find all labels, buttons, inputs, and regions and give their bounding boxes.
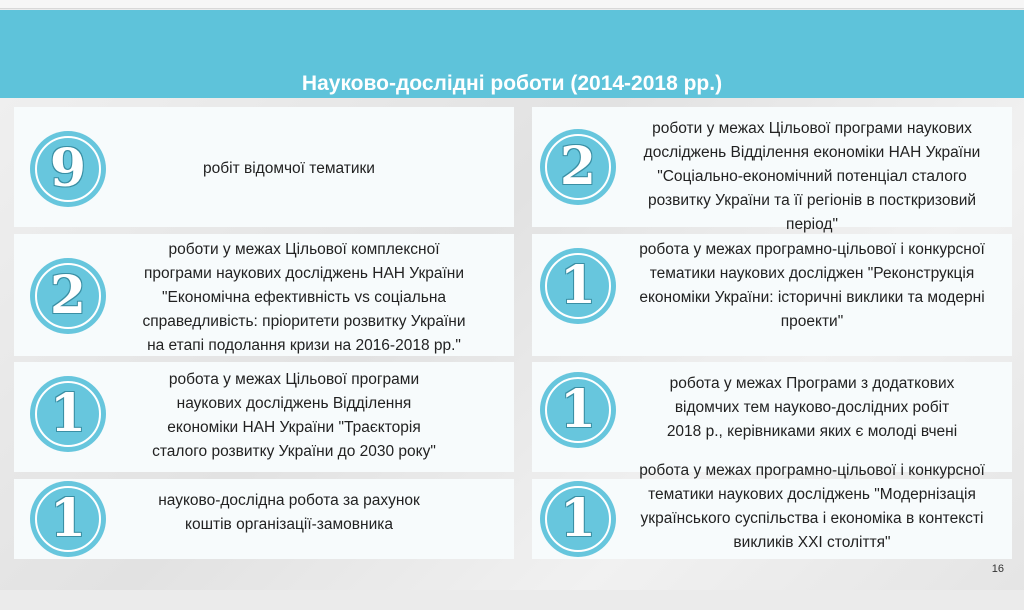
card-text [114, 238, 494, 358]
card-line: відомчих тем науково-дослідних робіт [674, 399, 950, 416]
card-line: період" [786, 216, 838, 233]
number-badge [540, 248, 616, 324]
card-text [622, 117, 1002, 237]
card-line: досліджень Відділення економіки НАН України [643, 144, 981, 161]
right-card-2 [532, 234, 1012, 356]
left-card-3 [14, 362, 514, 472]
card-line: роботи у межах Цільової комплексної [168, 241, 440, 258]
card-line: програми наукових досліджень НАН України [143, 265, 465, 282]
number-badge [30, 258, 106, 334]
card-text [124, 489, 454, 537]
title-banner [0, 10, 1024, 98]
right-card-3 [532, 362, 1012, 472]
right-card-4 [532, 462, 1012, 559]
card-line: економіки України: історичні виклики та модерні [639, 289, 985, 306]
badge-number: 2 [49, 265, 87, 326]
card-text [124, 368, 464, 464]
badge-number: 1 [559, 488, 597, 549]
left-card-1 [14, 107, 514, 227]
card-text [632, 372, 992, 444]
card-line: робота у межах програмно-цільової і конкурсної [639, 462, 985, 479]
card-line: коштів організації-замовника [185, 516, 393, 533]
page-number: 16 [991, 563, 1004, 575]
card-line: справедливість: пріоритети розвитку України [142, 313, 466, 330]
badge-number: 1 [49, 383, 87, 444]
card-line: робота у межах програмно-цільової і конкурсної [639, 241, 985, 258]
card-text [622, 459, 1002, 555]
right-card-1 [532, 107, 1012, 233]
card-line: робіт відомчої тематики [203, 160, 375, 177]
card-line: українського суспільства і економіка в контексті [640, 510, 984, 527]
badge-number: 1 [559, 255, 597, 316]
badge-number: 1 [49, 488, 87, 549]
card-line: проекти" [780, 313, 844, 330]
card-line: економіки НАН України "Траєкторія [167, 419, 421, 436]
card-line: розвитку України та її регіонів в посткризовий [647, 192, 977, 209]
number-badge [540, 129, 616, 205]
card-line: наукових досліджень Відділення [176, 395, 412, 412]
number-badge [30, 131, 106, 207]
card-line: робота у межах Програми з додаткових [669, 375, 955, 392]
number-badge [540, 372, 616, 448]
card-line: роботи у межах Цільової програми наукових [652, 120, 972, 137]
window-top-strip [0, 0, 1024, 9]
bottom-strip [0, 590, 1024, 610]
card-line: тематики наукових досліджен "Реконструкція [649, 265, 975, 282]
badge-number: 9 [49, 138, 87, 199]
left-card-4 [14, 479, 514, 559]
card-line: тематики наукових досліджень "Модернізація [648, 486, 976, 503]
card-line: робота у межах Цільової програми [168, 371, 420, 388]
card-line: на етапі подолання кризи на 2016-2018 рр." [147, 337, 461, 354]
number-badge [30, 481, 106, 557]
card-line: викликів ХХІ століття" [733, 534, 891, 551]
number-badge [30, 376, 106, 452]
card-line: сталого розвитку України до 2030 року" [152, 443, 436, 460]
slide-title: Науково-дослідні роботи (2014-2018 рр.) [301, 72, 723, 95]
number-badge [540, 481, 616, 557]
card-line: "Соціально-економічний потенціал сталого [657, 168, 967, 185]
card-text [124, 157, 454, 181]
badge-number: 2 [559, 136, 597, 197]
badge-number: 1 [559, 379, 597, 440]
card-line: 2018 р., керівниками яких є молоді вчені [666, 423, 958, 440]
left-card-2 [14, 234, 514, 356]
card-text [622, 238, 1002, 334]
card-line: "Економічна ефективність vs соціальна [161, 289, 447, 306]
card-line: науково-дослідна робота за рахунок [158, 492, 420, 509]
